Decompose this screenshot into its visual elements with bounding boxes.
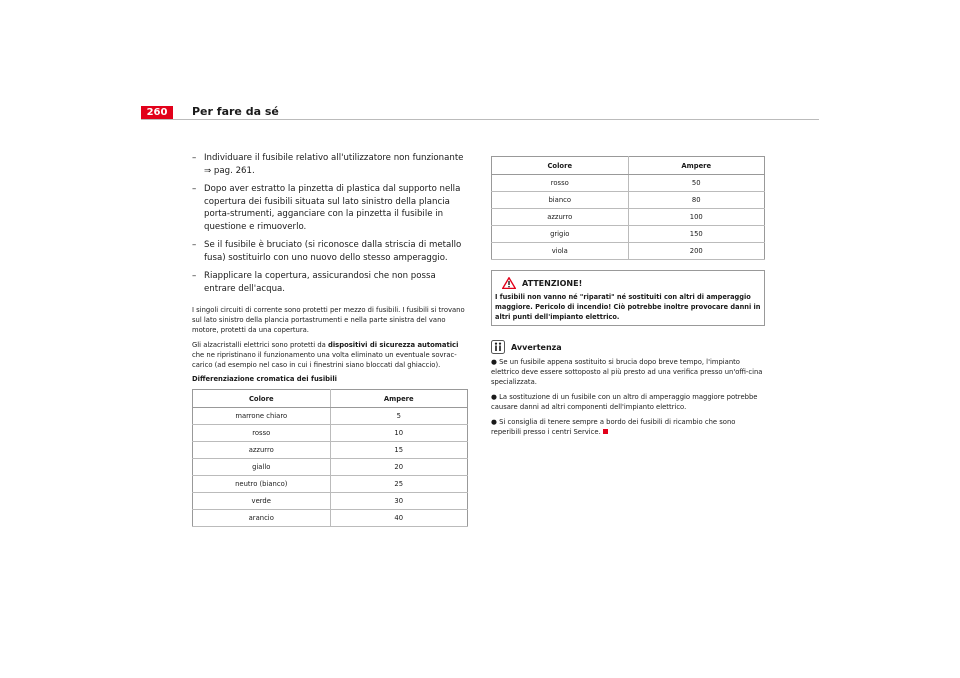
right-column	[491, 156, 765, 442]
intro-paragraph: I singoli circuiti di corrente sono protetti per mezzo di fusibili. I fusibili si trovano sul lato sinistro della plancia portastrumenti e nella parte sinistra del vano motore, protetti da una copertura.	[192, 306, 465, 334]
bullet-marker: ●	[491, 418, 497, 426]
note-text: Si consiglia di tenere sempre a bordo dei fusibili di ricambio che sono reperibili presso i centri Service.	[491, 418, 736, 436]
step-text: Riapplicare la copertura, assicurandosi che non possa entrare dell'acqua.	[204, 271, 436, 294]
bullet-marker: ●	[491, 393, 497, 401]
table-row	[193, 493, 468, 510]
section-end-marker	[603, 429, 608, 434]
color-cell: verde	[193, 493, 331, 510]
table-row	[193, 510, 468, 527]
note-item	[491, 357, 765, 387]
table-row	[492, 243, 765, 260]
color-cell: arancio	[193, 510, 331, 527]
color-cell: rosso	[492, 175, 629, 192]
section-heading: Differenziazione cromatica dei fusibili	[192, 375, 338, 383]
ampere-cell: 150	[628, 226, 765, 243]
left-column	[192, 152, 468, 527]
dash-marker: –	[192, 271, 197, 281]
step-item	[192, 270, 468, 295]
column-header: Colore	[492, 157, 629, 175]
paragraph-text: Gli alzacristalli elettrici sono protetti da	[192, 341, 328, 349]
ampere-cell: 10	[330, 425, 468, 442]
warning-box	[491, 270, 765, 326]
table-row	[193, 425, 468, 442]
ampere-cell: 20	[330, 459, 468, 476]
table-row	[193, 459, 468, 476]
column-header: Ampere	[628, 157, 765, 175]
table-header-row	[492, 157, 765, 175]
ampere-cell: 100	[628, 209, 765, 226]
color-cell: neutro (bianco)	[193, 476, 331, 493]
color-cell: viola	[492, 243, 629, 260]
header-divider	[141, 119, 819, 120]
warning-title: ATTENZIONE!	[522, 278, 583, 288]
paragraph-text: che ne ripristinano il funzionamento una volta eliminato un eventuale sovrac-carico (ad esempio nel caso in cui i finestrini siano bloccati dal ghiaccio).	[192, 351, 457, 369]
step-item	[192, 183, 468, 233]
step-text: Se il fusibile è bruciato (si riconosce dalla striscia di metallo fusa) sostituirlo con uno nuovo dello stesso amperaggio.	[204, 240, 462, 263]
dash-marker: –	[192, 184, 197, 194]
column-header: Ampere	[330, 390, 468, 408]
table-row	[193, 476, 468, 493]
table-row	[193, 408, 468, 425]
fuse-color-table	[192, 389, 468, 527]
color-cell: bianco	[492, 192, 629, 209]
note-item	[491, 392, 765, 412]
color-cell: giallo	[193, 459, 331, 476]
ampere-cell: 5	[330, 408, 468, 425]
step-text: Individuare il fusibile relativo all'utilizzatore non funzionante ⇒ pag. 261.	[204, 153, 464, 176]
window-lifter-paragraph	[192, 340, 468, 370]
note-text: Se un fusibile appena sostituito si brucia dopo breve tempo, l'impianto elettrico deve essere sottoposto al più presto ad una verifica presso un'offi-cina specializzata.	[491, 358, 763, 386]
warning-text: I fusibili non vanno né "riparati" né sostituiti con altri di amperaggio maggiore. Pericolo di incendio! Ciò potrebbe inoltre provocare danni in altri punti dell'impianto elettrico.	[495, 293, 761, 321]
ampere-cell: 50	[628, 175, 765, 192]
table-row	[492, 209, 765, 226]
color-cell: marrone chiaro	[193, 408, 331, 425]
bullet-marker: ●	[491, 358, 497, 366]
warning-header	[492, 271, 764, 292]
paragraph-bold: dispositivi di sicurezza automatici	[327, 341, 459, 349]
color-cell: rosso	[193, 425, 331, 442]
ampere-cell: 80	[628, 192, 765, 209]
step-item	[192, 239, 468, 264]
note-header	[491, 340, 765, 354]
ampere-cell: 25	[330, 476, 468, 493]
ampere-cell: 30	[330, 493, 468, 510]
note-title: Avvertenza	[511, 342, 562, 352]
step-text: Dopo aver estratto la pinzetta di plastica dal supporto nella copertura dei fusibili situata sul lato sinistro della plancia porta-strumenti, agganciare con la pinzetta il fusibile in questione e rimuoverlo.	[204, 184, 461, 232]
step-item	[192, 152, 468, 177]
table-row	[193, 442, 468, 459]
table-row	[492, 175, 765, 192]
dash-marker: –	[192, 153, 197, 163]
warning-triangle-icon	[502, 277, 516, 289]
info-note-icon	[491, 340, 505, 354]
page-title: Per fare da sé	[192, 105, 279, 118]
dash-marker: –	[192, 240, 197, 250]
fuse-color-table-continued	[491, 156, 765, 260]
color-cell: azzurro	[492, 209, 629, 226]
column-header: Colore	[193, 390, 331, 408]
note-item	[491, 417, 765, 437]
color-cell: azzurro	[193, 442, 331, 459]
page-number: 260	[141, 106, 173, 120]
note-text: La sostituzione di un fusibile con un altro di amperaggio maggiore potrebbe causare danni ad altri componenti dell'impianto elettrico.	[491, 393, 758, 411]
ampere-cell: 15	[330, 442, 468, 459]
ampere-cell: 200	[628, 243, 765, 260]
color-cell: grigio	[492, 226, 629, 243]
table-header-row	[193, 390, 468, 408]
table-row	[492, 192, 765, 209]
ampere-cell: 40	[330, 510, 468, 527]
table-row	[492, 226, 765, 243]
